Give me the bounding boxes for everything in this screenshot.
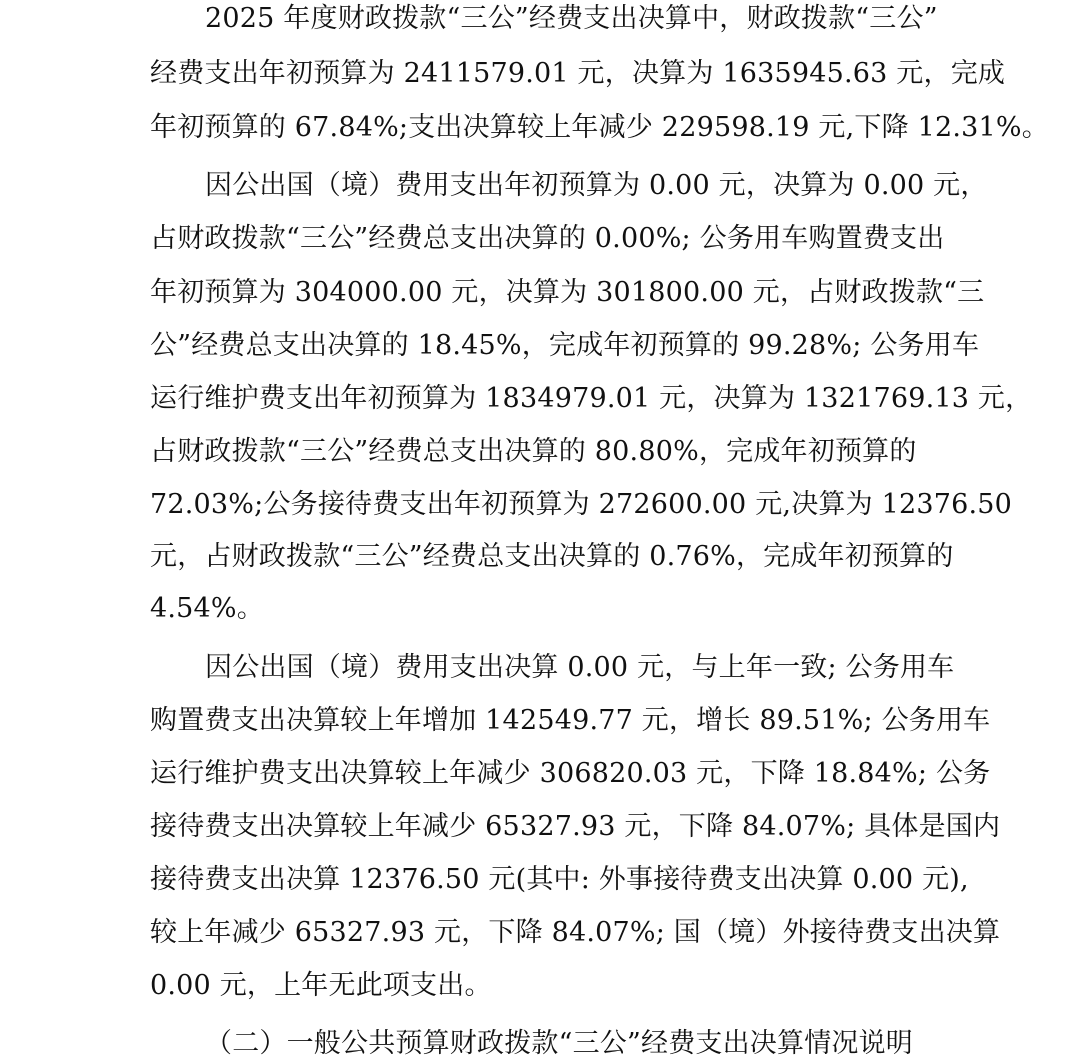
paragraph-3-line-4: 接待费支出决算较上年减少 65327.93 元，下降 84.07%; 具体是国内	[150, 811, 1001, 842]
paragraph-3-line-3: 运行维护费支出决算较上年减少 306820.03 元，下降 18.84%; 公务	[150, 758, 991, 789]
paragraph-2-line-4: 公”经费总支出决算的 18.45%，完成年初预算的 99.28%; 公务用车	[150, 330, 980, 361]
section-heading: （二）一般公共预算财政拨款“三公”经费支出决算情况说明	[205, 1028, 914, 1059]
paragraph-1-line-1: 2025 年度财政拨款“三公”经费支出决算中，财政拨款“三公”	[205, 3, 938, 34]
paragraph-2-line-6: 占财政拨款“三公”经费总支出决算的 80.80%，完成年初预算的	[150, 436, 917, 467]
paragraph-2-line-7: 72.03%;公务接待费支出年初预算为 272600.00 元,决算为 12376.50	[150, 489, 1013, 520]
paragraph-1-line-3: 年初预算的 67.84%;支出决算较上年减少 229598.19 元,下降 12.31%。	[150, 112, 1049, 143]
paragraph-3-line-7: 0.00 元，上年无此项支出。	[150, 970, 492, 1001]
paragraph-2-line-8: 元，占财政拨款“三公”经费总支出决算的 0.76%，完成年初预算的	[150, 541, 954, 572]
paragraph-2-line-9: 4.54%。	[150, 593, 264, 624]
paragraph-1-line-2: 经费支出年初预算为 2411579.01 元，决算为 1635945.63 元，完成	[150, 58, 1006, 89]
paragraph-2-line-3: 年初预算为 304000.00 元，决算为 301800.00 元，占财政拨款“三	[150, 277, 985, 308]
paragraph-3-line-5: 接待费支出决算 12376.50 元(其中: 外事接待费支出决算 0.00 元),	[150, 864, 969, 895]
paragraph-3-line-6: 较上年减少 65327.93 元，下降 84.07%; 国（境）外接待费支出决算	[150, 917, 1001, 948]
paragraph-2-line-5: 运行维护费支出年初预算为 1834979.01 元，决算为 1321769.13 元，	[150, 383, 1033, 414]
paragraph-3-line-1: 因公出国（境）费用支出决算 0.00 元，与上年一致; 公务用车	[205, 652, 955, 683]
paragraph-3-line-2: 购置费支出决算较上年增加 142549.77 元，增长 89.51%; 公务用车	[150, 705, 991, 736]
paragraph-2-line-2: 占财政拨款“三公”经费总支出决算的 0.00%; 公务用车购置费支出	[150, 223, 945, 254]
paragraph-2-line-1: 因公出国（境）费用支出年初预算为 0.00 元，决算为 0.00 元，	[205, 170, 988, 201]
